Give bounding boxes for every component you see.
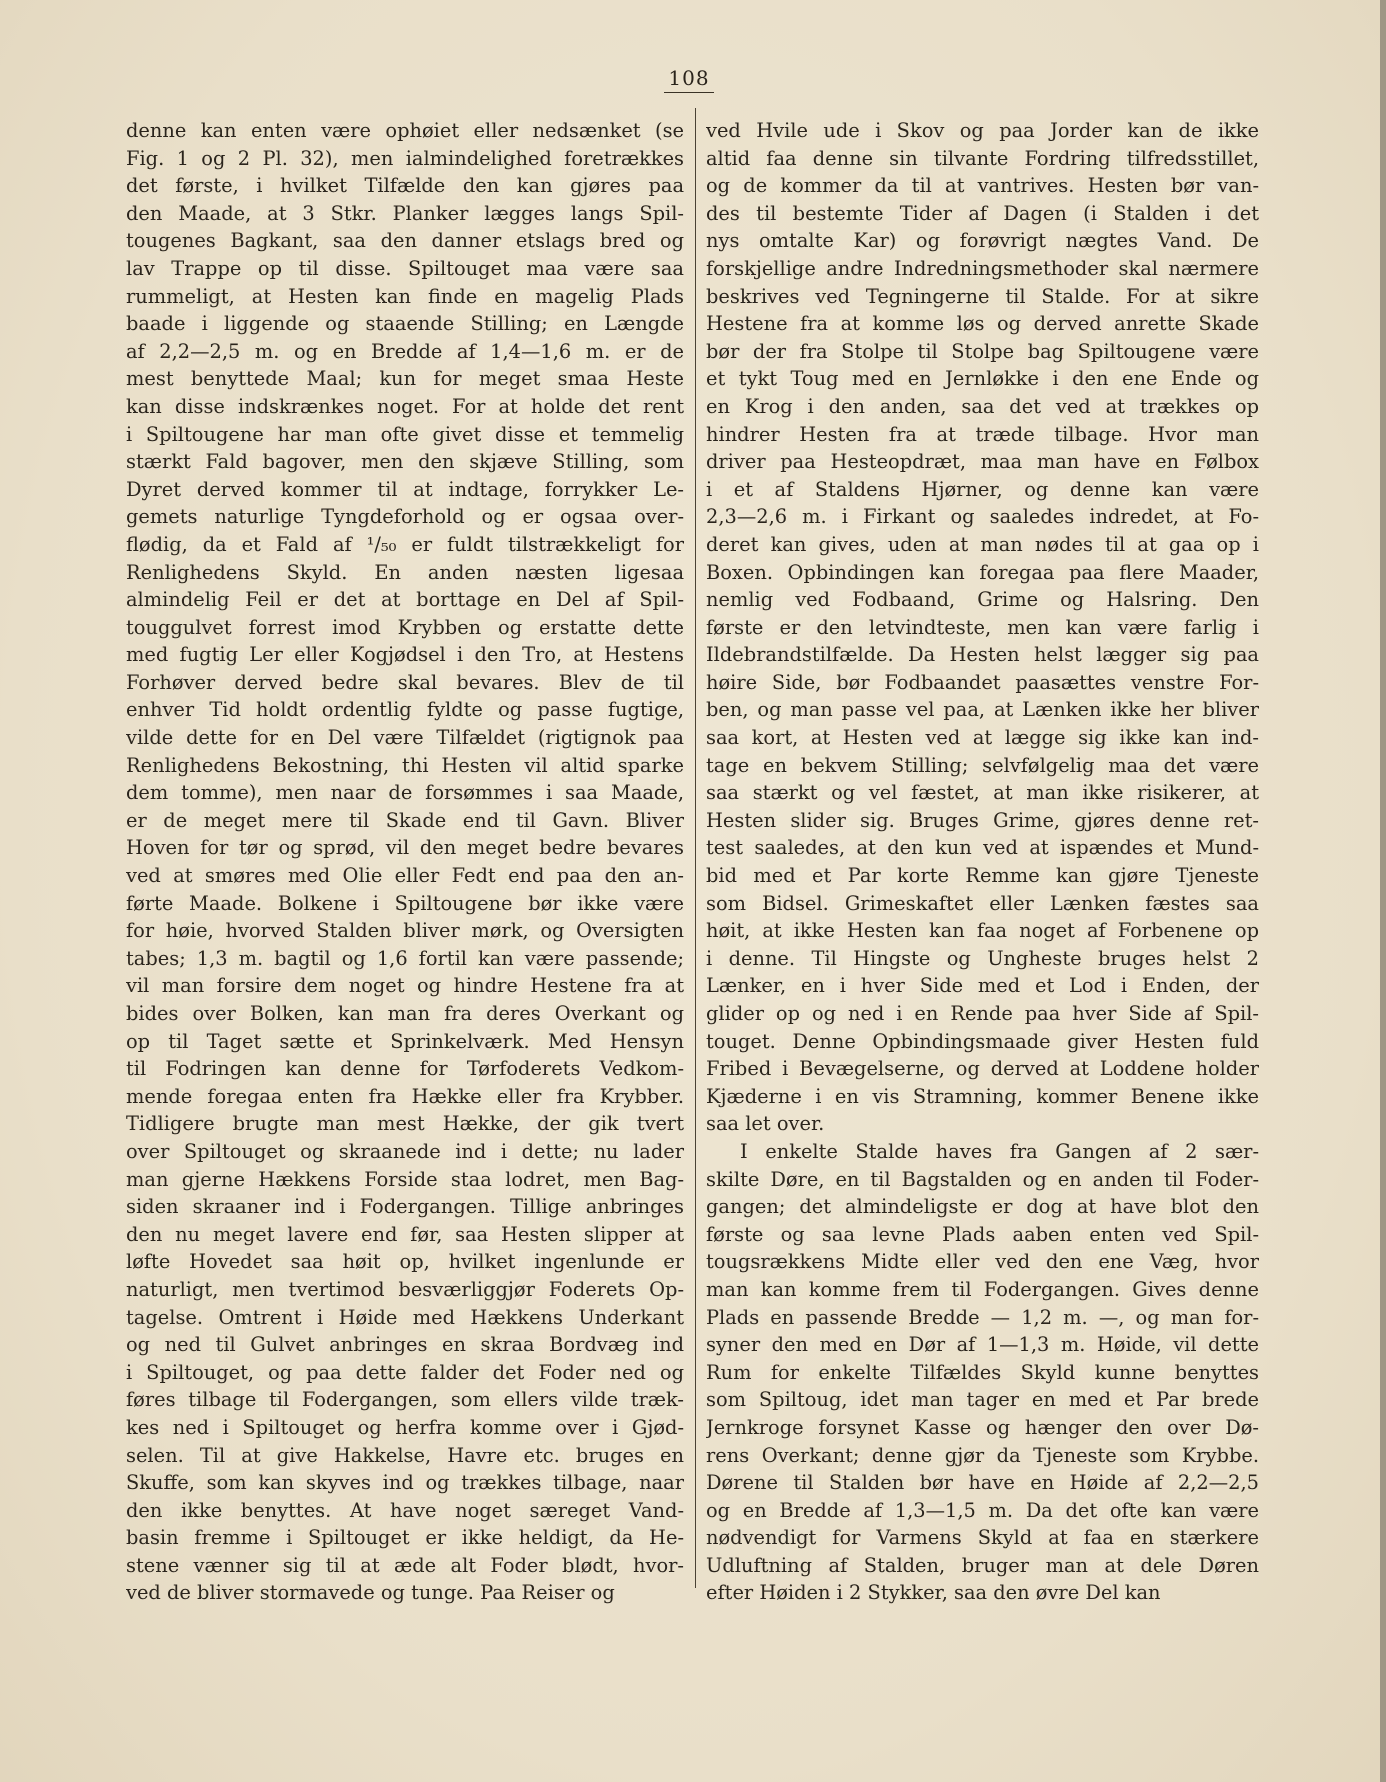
text-line: gangen; det almindeligste er dog at have blot den [706,1195,1259,1219]
text-line: Renlighedens Bekostning, thi Hesten vil altid sparke [126,753,684,777]
text-line: glider op og ned i en Rende paa hver Side af Spil- [706,1002,1259,1025]
text-line: bør der fra Stolpe til Stolpe bag Spiltougene være [706,339,1259,363]
text-line: des til bestemte Tider af Dagen (i Stalden i det [706,201,1259,225]
text-line: Rum for enkelte Tilfældes Skyld kunne benyttes [706,1360,1259,1384]
text-line: tougsrækkens Midte eller ved den ene Væg, hvor [706,1250,1259,1274]
text-line: nødvendigt for Varmens Skyld at faa en stærkere [706,1526,1259,1550]
text-line: rens Overkant; denne gjør da Tjeneste som Krybbe. [706,1443,1259,1467]
text-line: Renlighedens Skyld. En anden næsten ligesaa [126,560,684,584]
text-line: og de kommer da til at vantrives. Hesten bør van- [706,174,1259,198]
text-line: selen. Til at give Hakkelse, Havre etc. bruges en [126,1443,684,1467]
text-line: bid med et Par korte Remme kan gjøre Tjeneste [706,864,1259,888]
text-line: den Maade, at 3 Stkr. Planker lægges langs Spil- [126,201,684,225]
text-line: beskrives ved Tegningerne til Stalde. For at sikre [706,284,1259,308]
right-column [706,117,1259,1607]
text-line: saa kort, at Hesten ved at lægge sig ikke kan ind- [706,726,1259,750]
column-divider [695,108,696,1588]
page-number-text: 108 [664,66,713,93]
text-line: saa let over. [706,1112,825,1136]
text-line: kes ned i Spiltouget og herfra komme over i Gjød- [126,1415,684,1439]
text-line: første og saa levne Plads aaben enten ved Spil- [706,1222,1259,1246]
text-line: Skuffe, som kan skyves ind og trækkes tilbage, naar [126,1471,684,1495]
page-edge [1380,0,1386,1782]
text-line: driver paa Hesteopdræt, maa man have en Følbox [706,450,1259,474]
text-line: almindelig Feil er det at borttage en Del af Spil- [126,588,684,612]
text-line: den ikke benyttes. At have noget særeget Vand- [126,1498,684,1522]
text-line: Ildebrandstilfælde. Da Hesten helst lægger sig paa [706,643,1259,667]
text-line: touget. Denne Opbindingsmaade giver Hesten fuld [706,1029,1259,1053]
text-line: baade i liggende og staaende Stilling; en Længde [126,312,684,336]
text-line: Dyret derved kommer til at indtage, forrykker Le- [126,477,684,501]
text-line: Kjæderne i en vis Stramning, kommer Benene ikke [706,1084,1259,1108]
text-line: siden skraaner ind i Fodergangen. Tillige anbringes [126,1195,684,1219]
text-line: nemlig ved Fodbaand, Grime og Halsring. Den [706,588,1259,612]
text-line: denne kan enten være ophøiet eller nedsænket (se [126,119,684,142]
text-line: bides over Bolken, kan man fra deres Overkant og [126,1002,684,1025]
text-line: tage en bekvem Stilling; selvfølgelig maa det være [706,753,1259,777]
text-line: vilde dette for en Del være Tilfældet (rigtignok paa [126,726,684,750]
text-line: et tykt Toug med en Jernløkke i den ene Ende og [706,367,1259,391]
text-line: i Spiltouget, og paa dette falder det Foder ned og [126,1360,684,1384]
text-line: Udluftning af Stalden, bruger man at dele Døren [706,1553,1259,1577]
text-line: som Spiltoug, idet man tager en med et Par brede [706,1388,1259,1412]
text-line: stene vænner sig til at æde alt Foder blødt, hvor- [126,1553,684,1577]
text-line: første er den letvindteste, men kan være farlig i [706,615,1259,639]
text-line: mende foregaa enten fra Hække eller fra Krybber. [126,1084,684,1108]
text-line: Boxen. Opbindingen kan foregaa paa flere Maader, [706,560,1259,584]
text-line: det første, i hvilket Tilfælde den kan gjøres paa [126,174,684,198]
text-line: forskjellige andre Indredningsmethoder skal nærmere [706,256,1259,280]
text-line: af 2,2—2,5 m. og en Bredde af 1,4—1,6 m. er de [126,339,684,363]
text-line: og en Bredde af 1,3—1,5 m. Da det ofte kan være [706,1498,1259,1522]
text-line: flødig, da et Fald af ¹/₅₀ er fuldt tilstrækkeligt for [126,532,684,556]
text-line: Hoven for tør og sprød, vil den meget bedre bevares [126,836,684,860]
text-line: Fribed i Bevægelserne, og derved at Loddene holder [706,1057,1259,1081]
text-line: test saaledes, at den kun ved at ispændes et Mund- [706,836,1259,860]
left-column [126,117,684,1607]
text-line: saa stærkt og vel fæstet, at man ikke risikerer, at [706,781,1259,805]
text-line: Hestene fra at komme løs og derved anrette Skade [706,312,1259,336]
text-line: føres tilbage til Fodergangen, som ellers vilde træk- [126,1388,684,1412]
text-line: med fugtig Ler eller Kogjødsel i den Tro, at Hestens [126,643,684,667]
text-line: som Bidsel. Grimeskaftet eller Lænken fæstes saa [706,891,1259,915]
text-line: i denne. Til Hingste og Ungheste bruges helst 2 [706,946,1259,970]
text-line: i et af Staldens Hjørner, og denne kan være [706,477,1259,501]
text-line: man kan komme frem til Fodergangen. Gives denne [706,1277,1259,1301]
text-line: mest benyttede Maal; kun for meget smaa Heste [126,367,684,391]
text-line: syner den med en Dør af 1—1,3 m. Høide, vil dette [706,1333,1259,1357]
text-line: skilte Døre, en til Bagstalden og en anden til Foder- [706,1167,1259,1191]
text-line: Lænker, en i hver Side med et Lod i Enden, der [706,974,1259,998]
text-line: løfte Hovedet saa høit op, hvilket ingenlunde er [126,1250,684,1274]
text-line: Forhøver derved bedre skal bevares. Blev de til [126,670,684,694]
text-line: Hesten slider sig. Bruges Grime, gjøres denne ret- [706,808,1259,832]
text-line: basin fremme i Spiltouget er ikke heldigt, da He- [126,1526,684,1550]
text-line: tougenes Bagkant, saa den danner etslags bred og [126,229,684,253]
text-line: I enkelte Stalde haves fra Gangen af 2 sær- [740,1139,1259,1163]
text-line: ved de bliver stormavede og tunge. Paa Reiser og [126,1581,615,1605]
page-number [0,66,1386,93]
text-line: hindrer Hesten fra at træde tilbage. Hvor man [706,422,1259,446]
text-line: Fig. 1 og 2 Pl. 32), men ialmindelighed foretrækkes [126,146,684,170]
text-line: høit, at ikke Hesten kan faa noget af Forbenene op [706,919,1259,943]
text-line: naturligt, men tvertimod besværliggjør Foderets Op- [126,1277,684,1301]
text-line: er de meget mere til Skade end til Gavn. Bliver [126,808,684,832]
text-line: ved Hvile ude i Skov og paa Jorder kan de ikke [706,119,1259,142]
text-line: altid faa denne sin tilvante Fordring tilfredsstillet, [706,146,1259,170]
text-line: gemets naturlige Tyngdeforhold og er ogsaa over- [126,505,684,529]
text-line: stærkt Fald bagover, men den skjæve Stilling, som [126,450,684,474]
text-line: Tidligere brugte man mest Hække, der gik tvert [126,1112,684,1136]
text-line: førte Maade. Bolkene i Spiltougene bør ikke være [126,891,684,915]
text-line: den nu meget lavere end før, saa Hesten slipper at [126,1222,684,1246]
text-line: over Spiltouget og skraanede ind i dette; nu lader [126,1139,684,1163]
text-line: høire Side, bør Fodbaandet paasættes venstre For- [706,670,1259,694]
text-line: tagelse. Omtrent i Høide med Hækkens Underkant [126,1305,684,1329]
text-line: i Spiltougene har man ofte givet disse et temmelig [126,422,684,446]
text-line: vil man forsire dem noget og hindre Hestene fra at [126,974,684,998]
text-line: Jernkroge forsynet Kasse og hænger den over Dø- [706,1415,1259,1439]
text-line: til Fodringen kan denne for Tørfoderets Vedkom- [126,1057,684,1081]
text-line: ben, og man passe vel paa, at Lænken ikke her bliver [706,698,1259,722]
text-line: kan disse indskrænkes noget. For at holde det rent [126,394,684,418]
text-line: rummeligt, at Hesten kan finde en magelig Plads [126,284,684,308]
text-line: deret kan gives, uden at man nødes til at gaa op i [706,532,1259,556]
text-line: ved at smøres med Olie eller Fedt end paa den an- [126,864,684,888]
text-line: op til Taget sætte et Sprinkelværk. Med Hensyn [126,1029,684,1053]
text-line: 2,3—2,6 m. i Firkant og saaledes indredet, at Fo- [706,505,1259,529]
text-line: nys omtalte Kar) og forøvrigt nægtes Vand. De [706,229,1259,253]
text-line: en Krog i den anden, saa det ved at trækkes op [706,394,1259,418]
text-line: enhver Tid holdt ordentlig fyldte og passe fugtige, [126,698,684,722]
text-line: Plads en passende Bredde — 1,2 m. —, og man for- [706,1305,1259,1329]
text-line: touggulvet forrest imod Krybben og erstatte dette [126,615,684,639]
text-line: Dørene til Stalden bør have en Høide af 2,2—2,5 [706,1471,1259,1495]
text-line: for høie, hvorved Stalden bliver mørk, og Oversigten [126,919,684,943]
text-line: efter Høiden i 2 Stykker, saa den øvre Del kan [706,1581,1161,1605]
text-line: tabes; 1,3 m. bagtil og 1,6 fortil kan være passende; [126,946,684,970]
text-line: dem tomme), men naar de forsømmes i saa Maade, [126,781,684,805]
text-line: og ned til Gulvet anbringes en skraa Bordvæg ind [126,1333,684,1357]
text-line: man gjerne Hækkens Forside staa lodret, men Bag- [126,1167,684,1191]
text-line: lav Trappe op til disse. Spiltouget maa være saa [126,256,684,280]
